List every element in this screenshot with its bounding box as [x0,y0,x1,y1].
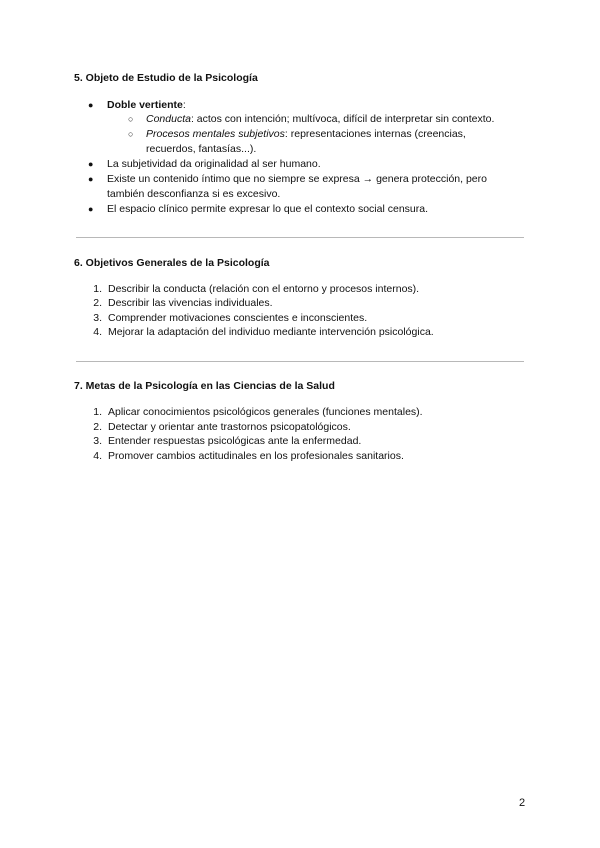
section-5-title: 5. Objeto de Estudio de la Psicología [74,72,258,84]
bullet-icon: ● [88,204,94,214]
list-number: 3. [93,312,102,324]
page-number: 2 [519,797,526,809]
sub-bullet-icon: ○ [128,114,134,124]
list-item: Detectar y orientar ante trastornos psicopatológicos. [108,421,351,433]
bullet-icon: ● [88,174,94,184]
bullet-icon: ● [88,159,94,169]
list-item: Comprender motivaciones conscientes e inconscientes. [108,312,368,324]
list-item: El espacio clínico permite expresar lo que el contexto social censura. [107,203,428,215]
list-item-doble-vertiente: Doble vertiente: [107,99,186,111]
sub-item-procesos: Procesos mentales subjetivos: representaciones internas (creencias, [146,128,466,140]
list-item: Promover cambios actitudinales en los profesionales sanitarios. [108,450,404,462]
list-item: La subjetividad da originalidad al ser humano. [107,158,321,170]
list-item: Mejorar la adaptación del individuo mediante intervención psicológica. [108,326,434,338]
sub-bullet-icon: ○ [128,129,134,139]
list-number: 2. [93,421,102,433]
list-number: 3. [93,435,102,447]
list-number: 4. [93,326,102,338]
list-number: 1. [93,283,102,295]
list-item: Existe un contenido íntimo que no siempre se expresa → genera protección, pero [107,173,487,185]
divider [76,361,524,362]
section-6-title: 6. Objetivos Generales de la Psicología [74,257,270,269]
list-number: 1. [93,406,102,418]
sub-item-procesos-continued: recuerdos, fantasías...). [146,143,257,155]
list-item: Aplicar conocimientos psicológicos generales (funciones mentales). [108,406,423,418]
sub-item-term: Procesos mentales subjetivos [146,128,285,140]
section-7-title: 7. Metas de la Psicología en las Ciencias de la Salud [74,380,335,392]
list-number: 2. [93,297,102,309]
list-item: Entender respuestas psicológicas ante la enfermedad. [108,435,362,447]
bullet-icon: ● [88,100,94,110]
divider [76,237,524,238]
list-number: 4. [93,450,102,462]
list-item-continued: también desconfianza si es excesivo. [107,188,281,200]
list-item: Describir las vivencias individuales. [108,297,273,309]
list-item: Describir la conducta (relación con el entorno y procesos internos). [108,283,420,295]
bullet-label: Doble vertiente [107,99,183,111]
sub-item-term: Conducta [146,113,191,125]
sub-item-conducta: Conducta: actos con intención; multívoca, difícil de interpretar sin contexto. [146,113,495,125]
